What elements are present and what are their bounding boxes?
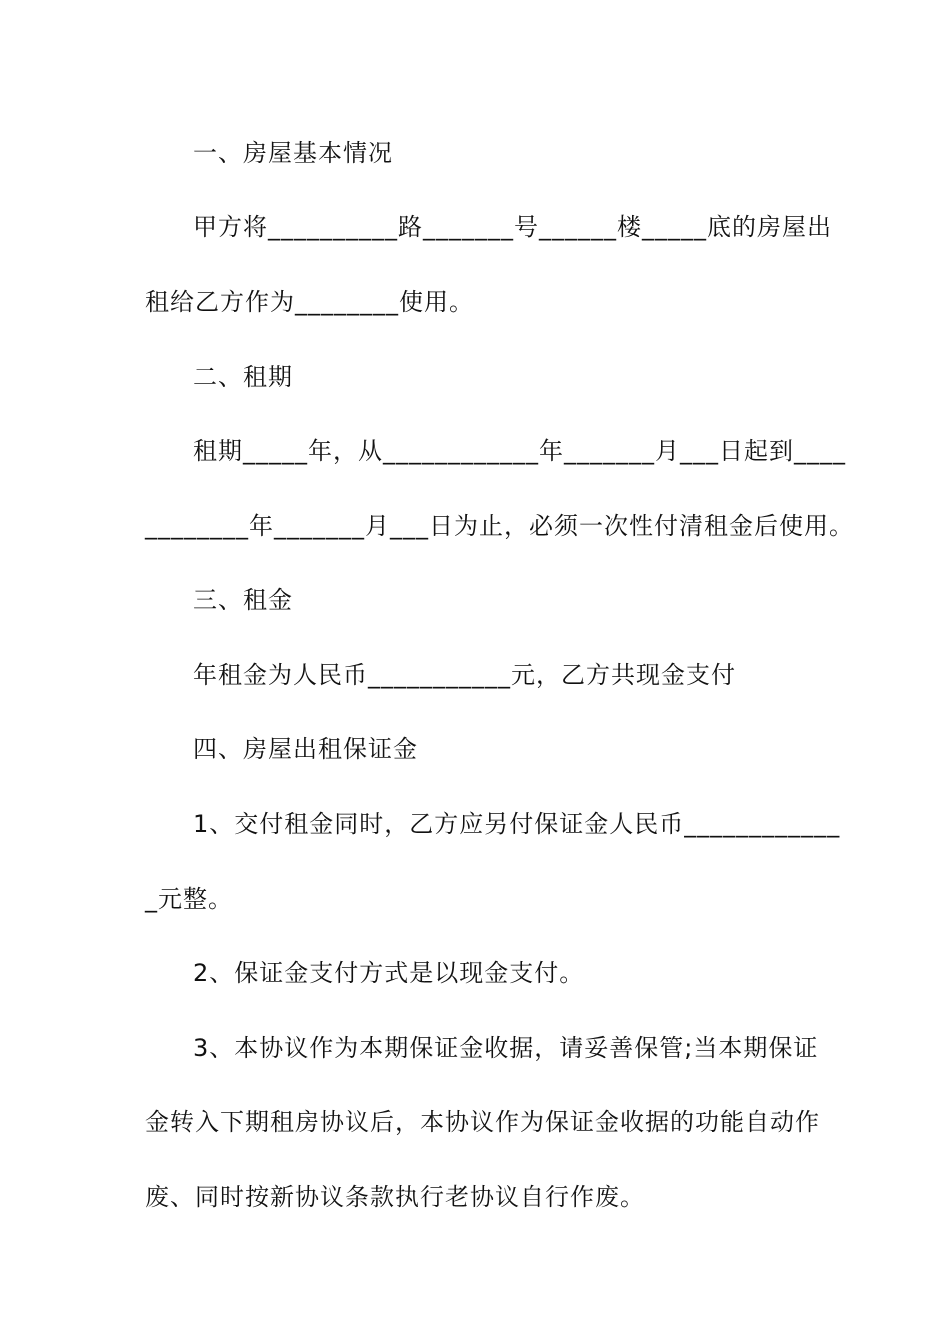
paragraph-property-location: 甲方将__________路_______号______楼_____底的房屋出 [193,213,832,241]
section-heading-basic-info: 一、房屋基本情况 [193,139,393,167]
paragraph-deposit-amount: 1、交付租金同时，乙方应另付保证金人民币____________ [193,810,841,838]
paragraph-property-use: 租给乙方作为________使用。 [145,288,474,316]
paragraph-lease-period-start: 租期_____年，从____________年_______月___日起到____ [193,437,846,465]
section-heading-rent: 三、租金 [193,586,293,614]
paragraph-deposit-payment-method: 2、保证金支付方式是以现金支付。 [193,959,585,987]
section-heading-deposit: 四、房屋出租保证金 [193,735,418,763]
paragraph-deposit-receipt-end: 废、同时按新协议条款执行老协议自行作废。 [145,1183,645,1211]
paragraph-deposit-receipt: 3、本协议作为本期保证金收据，请妥善保管;当本期保证 [193,1034,819,1062]
paragraph-lease-period-end: ________年_______月___日为止，必须一次性付清租金后使用。 [145,512,854,540]
paragraph-annual-rent: 年租金为人民币___________元，乙方共现金支付 [193,661,736,689]
paragraph-deposit-amount-cont: _元整。 [145,885,233,913]
paragraph-deposit-receipt-cont: 金转入下期租房协议后，本协议作为保证金收据的功能自动作 [145,1108,820,1136]
section-heading-lease-term: 二、租期 [193,363,293,391]
